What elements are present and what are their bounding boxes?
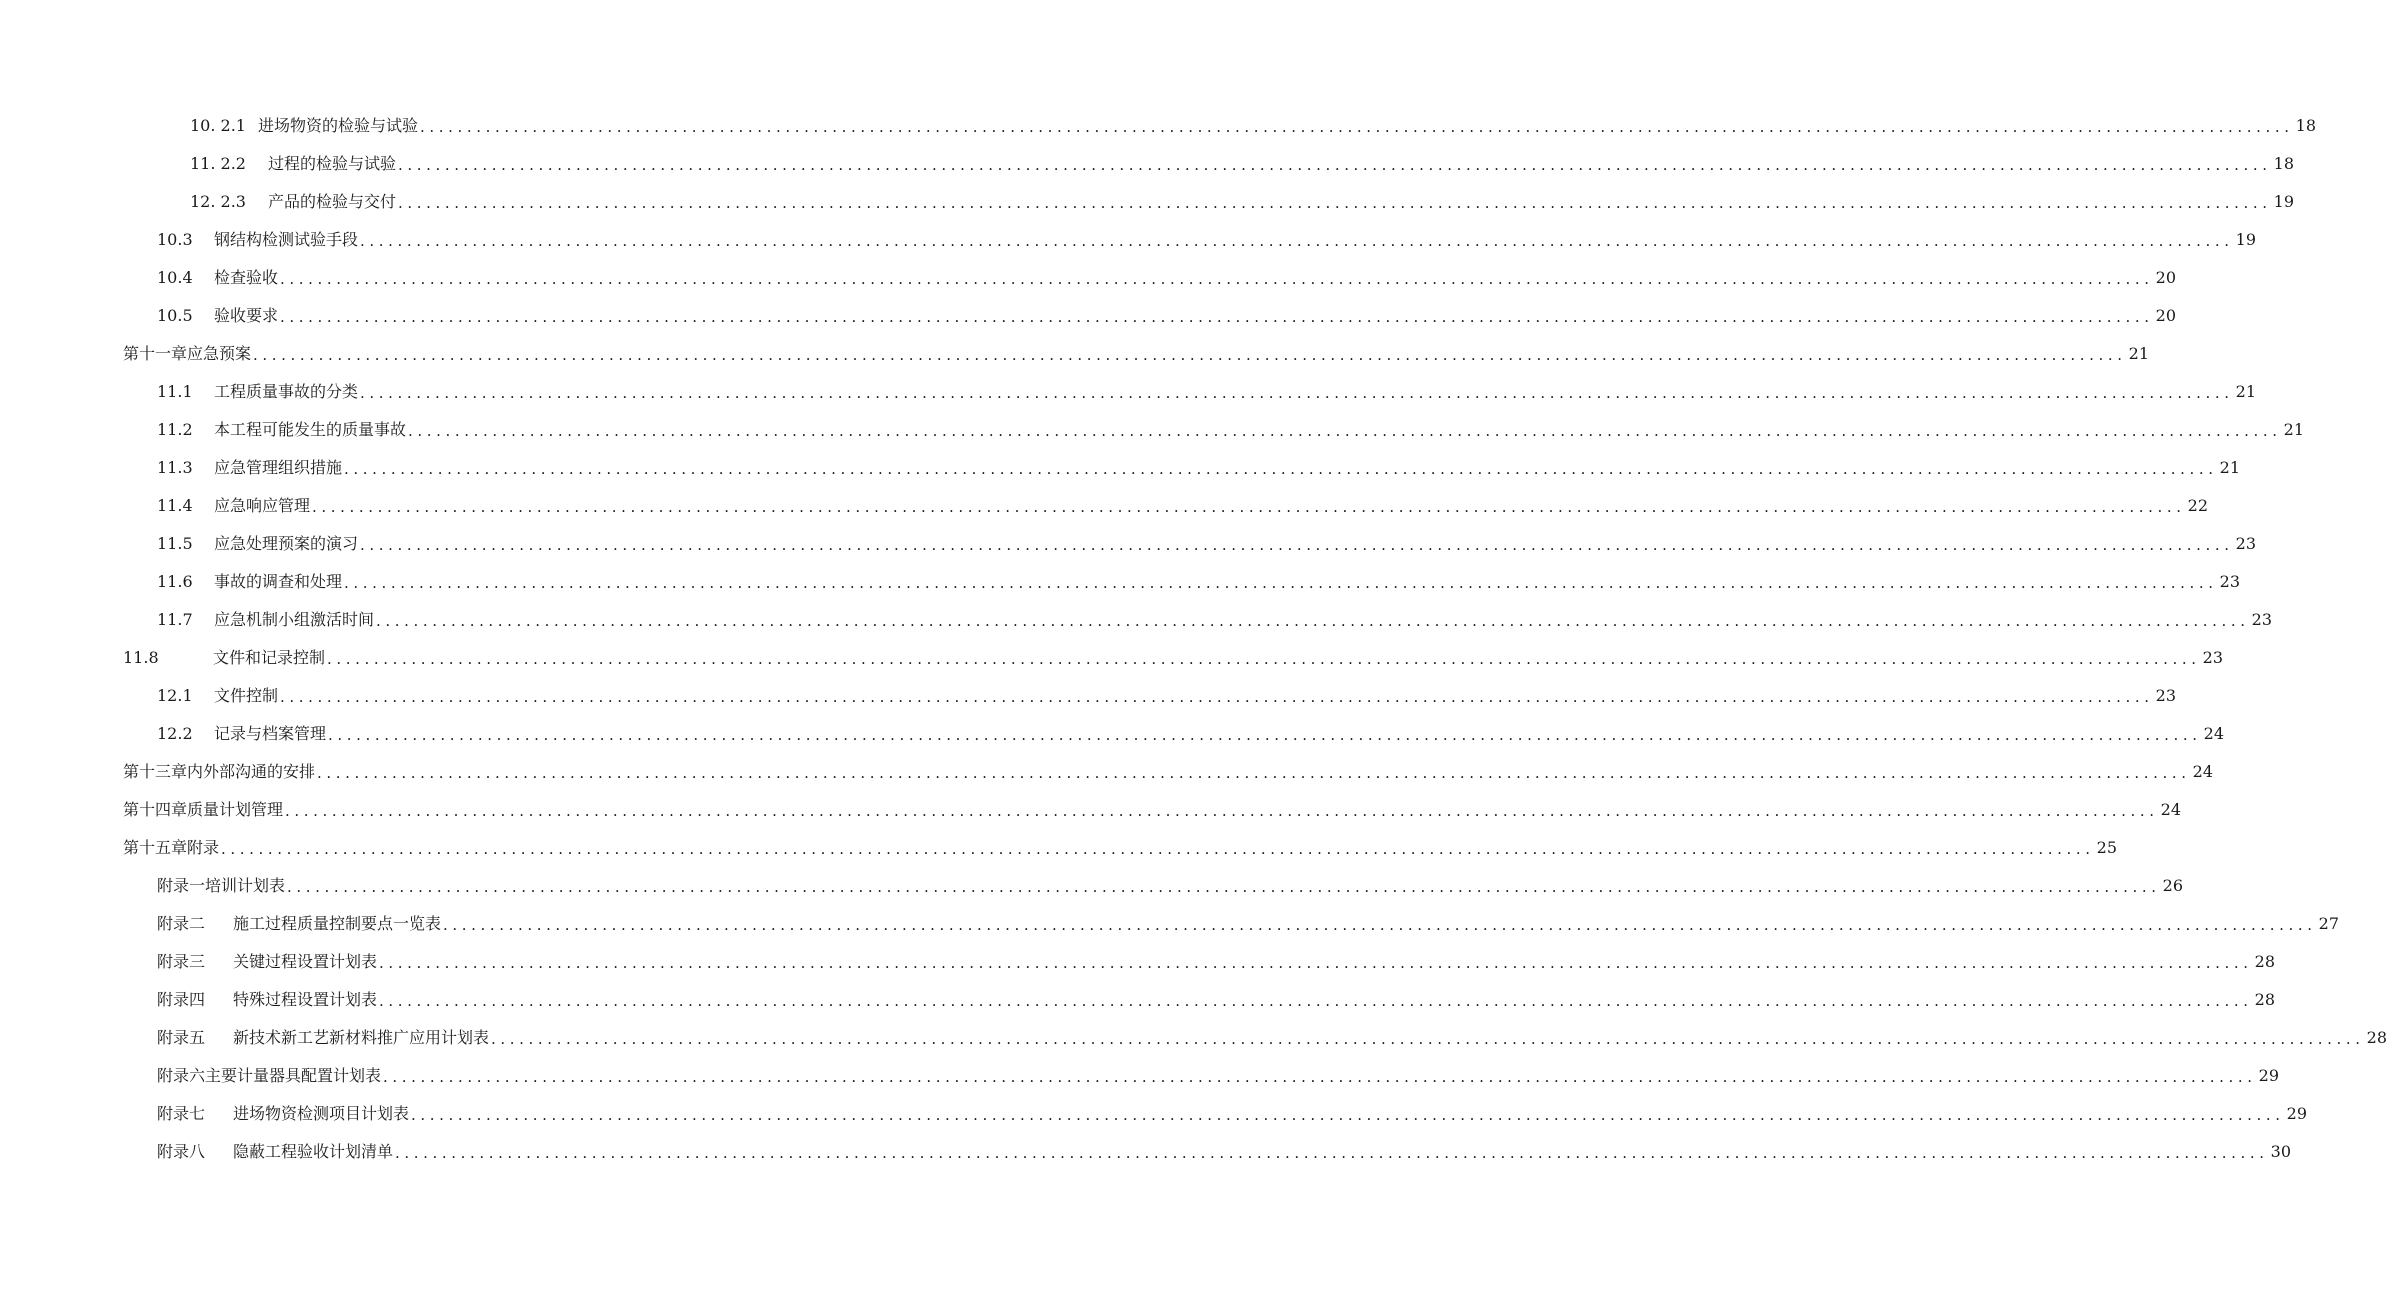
toc-entry-number: 11.2 <box>157 420 193 439</box>
toc-entry-page: 28 <box>2254 952 2275 971</box>
toc-dot-leader: ........................................................................................................................................................................................................ <box>280 688 2154 706</box>
toc-dot-leader: ........................................................................................................................................................................................................ <box>312 498 2186 516</box>
toc-entry[interactable] <box>123 753 2213 791</box>
toc-entry-number: 11.8 <box>123 648 159 667</box>
toc-entry-number: 10.3 <box>157 230 193 249</box>
toc-entry-page: 24 <box>2192 762 2213 781</box>
toc-entry-page: 26 <box>2162 876 2183 895</box>
toc-entry-page: 20 <box>2155 268 2176 287</box>
toc-entry-title: 第十三章内外部沟通的安排 <box>123 762 316 781</box>
toc-entry-page: 25 <box>2096 838 2117 857</box>
toc-dot-leader: ........................................................................................................................................................................................................ <box>285 802 2159 820</box>
toc-entry-page: 23 <box>2219 572 2240 591</box>
toc-entry-page: 23 <box>2251 610 2272 629</box>
toc-entry-page: 24 <box>2160 800 2181 819</box>
toc-entry-number: 11. 2.2 <box>190 154 246 173</box>
toc-entry-number: 附录五 <box>157 1028 206 1047</box>
toc-entry-page: 23 <box>2235 534 2256 553</box>
toc-entry-number: 11.7 <box>157 610 193 629</box>
toc-dot-leader: ........................................................................................................................................................................................................ <box>491 1030 2365 1048</box>
toc-entry-number: 10.5 <box>157 306 193 325</box>
toc-entry-title: 文件和记录控制 <box>213 648 326 667</box>
toc-entry-title: 新技术新工艺新材料推广应用计划表 <box>233 1028 490 1047</box>
toc-entry-page: 18 <box>2295 116 2316 135</box>
toc-entry-title: 应急处理预案的演习 <box>214 534 359 553</box>
toc-entry-number: 11.5 <box>157 534 193 553</box>
toc-dot-leader: ........................................................................................................................................................................................................ <box>253 346 2127 364</box>
toc-dot-leader: ........................................................................................................................................................................................................ <box>420 118 2294 136</box>
toc-entry[interactable] <box>157 1133 2291 1171</box>
toc-entry[interactable] <box>157 1057 2279 1095</box>
toc-entry-title: 检查验收 <box>214 268 279 287</box>
toc-entry-number: 附录二 <box>157 914 206 933</box>
toc-entry-page: 23 <box>2155 686 2176 705</box>
toc-entry-title: 本工程可能发生的质量事故 <box>214 420 407 439</box>
toc-entry-page: 30 <box>2270 1142 2291 1161</box>
toc-entry-title: 附录一培训计划表 <box>157 876 286 895</box>
toc-entry[interactable] <box>157 487 2208 525</box>
toc-entry-title: 第十一章应急预案 <box>123 344 252 363</box>
toc-dot-leader: ........................................................................................................................................................................................................ <box>327 650 2201 668</box>
toc-entry-title: 关键过程设置计划表 <box>233 952 378 971</box>
toc-entry[interactable] <box>190 145 2294 183</box>
toc-entry-page: 29 <box>2286 1104 2307 1123</box>
toc-entry-title: 第十五章附录 <box>123 838 220 857</box>
toc-entry[interactable] <box>157 943 2275 981</box>
toc-entry-title: 应急机制小组激活时间 <box>214 610 375 629</box>
toc-entry-title: 记录与档案管理 <box>214 724 327 743</box>
toc-entry-number: 附录三 <box>157 952 206 971</box>
toc-dot-leader: ........................................................................................................................................................................................................ <box>408 422 2282 440</box>
toc-entry-number: 11.3 <box>157 458 193 477</box>
toc-entry-page: 21 <box>2219 458 2240 477</box>
toc-entry-number: 12.1 <box>157 686 193 705</box>
toc-dot-leader: ........................................................................................................................................................................................................ <box>383 1068 2257 1086</box>
toc-entry[interactable] <box>157 981 2275 1019</box>
toc-entry[interactable] <box>157 601 2272 639</box>
toc-entry-number: 10. 2.1 <box>190 116 246 135</box>
toc-entry-title: 隐蔽工程验收计划清单 <box>233 1142 394 1161</box>
toc-entry[interactable] <box>157 449 2240 487</box>
toc-entry-page: 21 <box>2128 344 2149 363</box>
toc-entry[interactable] <box>123 639 2223 677</box>
toc-dot-leader: ........................................................................................................................................................................................................ <box>379 954 2253 972</box>
toc-entry[interactable] <box>123 335 2149 373</box>
toc-entry-page: 24 <box>2203 724 2224 743</box>
toc-entry-title: 第十四章质量计划管理 <box>123 800 284 819</box>
toc-dot-leader: ........................................................................................................................................................................................................ <box>280 308 2154 326</box>
toc-entry[interactable] <box>157 373 2256 411</box>
toc-dot-leader: ........................................................................................................................................................................................................ <box>328 726 2202 744</box>
toc-entry[interactable] <box>157 715 2224 753</box>
toc-entry-page: 23 <box>2202 648 2223 667</box>
toc-entry-page: 19 <box>2235 230 2256 249</box>
toc-entry[interactable] <box>157 867 2183 905</box>
toc-entry-number: 附录四 <box>157 990 206 1009</box>
toc-entry[interactable] <box>157 1019 2387 1057</box>
toc-entry-number: 12. 2.3 <box>190 192 246 211</box>
toc-entry-title: 附录六主要计量器具配置计划表 <box>157 1066 382 1085</box>
toc-entry[interactable] <box>190 183 2294 221</box>
toc-dot-leader: ........................................................................................................................................................................................................ <box>221 840 2095 858</box>
toc-entry[interactable] <box>157 905 2339 943</box>
toc-entry[interactable] <box>157 221 2256 259</box>
toc-entry-page: 28 <box>2254 990 2275 1009</box>
toc-entry-title: 过程的检验与试验 <box>268 154 397 173</box>
toc-entry-page: 27 <box>2318 914 2339 933</box>
toc-entry[interactable] <box>157 677 2176 715</box>
toc-entry-title: 事故的调查和处理 <box>214 572 343 591</box>
toc-dot-leader: ........................................................................................................................................................................................................ <box>395 1144 2269 1162</box>
toc-dot-leader: ........................................................................................................................................................................................................ <box>376 612 2250 630</box>
toc-entry-title: 应急管理组织措施 <box>214 458 343 477</box>
toc-entry-title: 特殊过程设置计划表 <box>233 990 378 1009</box>
toc-dot-leader: ........................................................................................................................................................................................................ <box>344 460 2218 478</box>
toc-entry[interactable] <box>157 259 2176 297</box>
toc-entry-page: 29 <box>2258 1066 2279 1085</box>
toc-entry-title: 进场物资的检验与试验 <box>258 116 419 135</box>
toc-entry-number: 12.2 <box>157 724 193 743</box>
toc-dot-leader: ........................................................................................................................................................................................................ <box>344 574 2218 592</box>
toc-dot-leader: ........................................................................................................................................................................................................ <box>379 992 2253 1010</box>
toc-entry-page: 21 <box>2235 382 2256 401</box>
toc-entry[interactable] <box>157 563 2240 601</box>
toc-entry-number: 11.4 <box>157 496 193 515</box>
toc-entry-title: 应急响应管理 <box>214 496 311 515</box>
toc-dot-leader: ........................................................................................................................................................................................................ <box>317 764 2191 782</box>
toc-entry-number: 11.1 <box>157 382 193 401</box>
toc-entry[interactable] <box>190 107 2316 145</box>
toc-dot-leader: ........................................................................................................................................................................................................ <box>280 270 2154 288</box>
toc-entry-number: 10.4 <box>157 268 193 287</box>
toc-entry[interactable] <box>123 829 2117 867</box>
toc-entry[interactable] <box>157 1095 2307 1133</box>
toc-dot-leader: ........................................................................................................................................................................................................ <box>443 916 2317 934</box>
toc-dot-leader: ........................................................................................................................................................................................................ <box>398 156 2272 174</box>
toc-entry[interactable] <box>157 297 2176 335</box>
toc-entry[interactable] <box>123 791 2181 829</box>
toc-entry-number: 附录七 <box>157 1104 206 1123</box>
toc-entry-page: 18 <box>2273 154 2294 173</box>
toc-entry-page: 20 <box>2155 306 2176 325</box>
toc-entry-page: 28 <box>2366 1028 2387 1047</box>
toc-entry-page: 19 <box>2273 192 2294 211</box>
toc-entry-title: 文件控制 <box>214 686 279 705</box>
toc-entry[interactable] <box>157 525 2256 563</box>
toc-entry-title: 钢结构检测试验手段 <box>214 230 359 249</box>
toc-dot-leader: ........................................................................................................................................................................................................ <box>360 536 2234 554</box>
toc-dot-leader: ........................................................................................................................................................................................................ <box>287 878 2161 896</box>
toc-entry-title: 进场物资检测项目计划表 <box>233 1104 410 1123</box>
toc-entry-number: 附录八 <box>157 1142 206 1161</box>
toc-entry-title: 产品的检验与交付 <box>268 192 397 211</box>
toc-entry-title: 施工过程质量控制要点一览表 <box>233 914 442 933</box>
toc-dot-leader: ........................................................................................................................................................................................................ <box>360 232 2234 250</box>
toc-dot-leader: ........................................................................................................................................................................................................ <box>360 384 2234 402</box>
toc-dot-leader: ........................................................................................................................................................................................................ <box>411 1106 2285 1124</box>
toc-entry-title: 验收要求 <box>214 306 279 325</box>
toc-entry-page: 21 <box>2283 420 2304 439</box>
toc-dot-leader: ........................................................................................................................................................................................................ <box>398 194 2272 212</box>
toc-entry-title: 工程质量事故的分类 <box>214 382 359 401</box>
toc-entry[interactable] <box>157 411 2304 449</box>
toc-entry-page: 22 <box>2187 496 2208 515</box>
toc-entry-number: 11.6 <box>157 572 193 591</box>
